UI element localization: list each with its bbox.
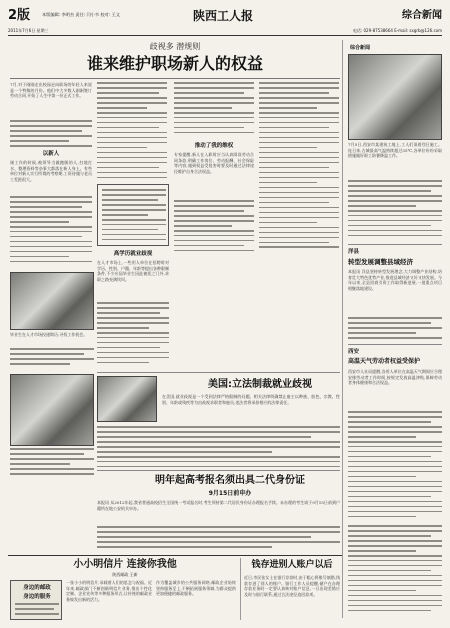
middle-body: 在美国,就业歧视是一个受到法律严格限制的问题。相关法律明确禁止雇主以种族、肤色、宗教、性别、年龄或残疾等为由歧视求职者和雇员,违法者将承担相应的法律责任。 <box>162 394 340 405</box>
bottom-left-box <box>10 580 62 620</box>
page-number: 2版 <box>8 8 31 23</box>
bottom-left-headline: 小小明信片 连接你我他 <box>73 559 177 570</box>
right-mid-headline: 转型发展调整县域经济 <box>348 258 413 266</box>
right-lower-headline: 高温天气劳动者权益受保护 <box>348 358 421 365</box>
masthead <box>8 6 442 28</box>
bottom-left-byline: 陕西邮政 王新 <box>112 572 138 577</box>
exam-body: 本报讯 从2012年起,我省普通高校招生全国统一考试报名时,考生须持第二代居民身份证办理报名手续。未办理的考生请于9月15日前到户籍所在地公安机关申办。 <box>97 500 340 511</box>
lead-body-1: 刚工作的时候,被领导当做跑腿的人,扫地打水、整理资料等杂事大都落在新人身上。有些单位对新人实行所谓的考察期,工资待遇与老员工差距很大。 <box>10 160 92 182</box>
lead-photo-caption: 毕业生在人才市场投递简历,寻找工作机会。 <box>10 332 88 337</box>
box-title-1: 身边的邮政 <box>23 585 51 591</box>
lead-body-2: 在人才市场上,一些用人单位在招聘时对学历、性别、户籍、年龄等提出各种限制条件,不少应届毕业生因此被拒之门外,求职之路充满坎坷。 <box>97 260 169 282</box>
lead-intro: 7月,对于刚刚走出校园走向职场的年轻人来说是一个特殊的月份。他们中大多数人刚刚签订劳动合同,开始了人生中第一份正式工作。 <box>10 82 92 99</box>
paper-name: 陕西工人报 <box>192 9 253 23</box>
middle-headline: 美国:立法制裁就业歧视 <box>208 379 312 390</box>
box-title-2: 身边的服务 <box>23 594 51 600</box>
lead-body-3: 专家提醒,新人在入职时应当认真阅读劳动合同条款,明确工作岗位、劳动报酬、社会保险等内容,遇到权益受侵害时要及时通过法律途径维护自身合法权益。 <box>174 152 254 174</box>
masthead-meta: 本版编辑: 李明杰 责任: 闫小韦 校对: 王文 <box>42 12 120 17</box>
bottom-left-body: 一张小小的明信片,承载着人们的思念与祝福。近年来,邮政部门不断创新明信片业务,推出个性化定制、企业宣传等多种服务形式,让传统的邮政业务焕发出新的活力。 <box>66 580 152 602</box>
lead-headline: 谁来维护职场新人的权益 <box>86 54 263 73</box>
right-section-tag: 综合新闻 <box>350 45 371 51</box>
right-lower-body: 西安市人社局提醒,各用人单位在高温天气期间应合理安排劳动者工作时间,按规定发放高温津贴,保障劳动者身体健康和合法权益。 <box>348 369 442 386</box>
lead-photo <box>10 272 94 330</box>
middle-photo <box>97 376 157 422</box>
page-section-label: 综合新闻 <box>402 10 442 21</box>
exam-subhead: 9月15日前申办 <box>208 490 252 497</box>
right-mid-body: 本报讯 洋县坚持转型发展理念,大力调整产业结构,培育壮大特色优势产业,推进县域经济又好又快发展。今年以来,全县招商引资工作取得新进展,一批重点项目相继落地建设。 <box>348 269 442 291</box>
masthead-date: 2011年7月6日 星期三 <box>8 28 49 33</box>
left-lower-photo <box>10 374 94 446</box>
lead-subhead-2: 高学历就业歧视 <box>113 251 153 257</box>
bottom-right-body: 近日,市民张女士在银行存款时,由于粗心将账号填错,钱款存进了别人的账户。银行工作人员提醒,储户在办理存款业务时一定要认真核对账户信息,一旦出现差错应及时与银行联系,通过合法途径追回款项。 <box>244 575 340 597</box>
lead-subhead-3: 推动了我的维权 <box>194 143 234 149</box>
lead-rule <box>10 78 340 79</box>
lead-sidebar-box <box>97 184 169 246</box>
right-lower-kicker: 西安 <box>348 349 360 355</box>
right-top-caption: 7月5日,西安市某建筑工地上,工人们顶着烈日施工。连日来,古城最高气温持续超过35℃,各单位纷纷采取措施做好职工防暑降温工作。 <box>348 142 442 159</box>
masthead-contact: 电话: 029-87538664 E-mail: sxgrb@126.com <box>352 28 442 33</box>
bottom-right-headline: 钱存进别人账户以后 <box>251 560 333 570</box>
right-top-photo <box>348 54 442 140</box>
lead-kicker: 歧视多 潜规则 <box>149 42 201 51</box>
exam-headline: 明年起高考报名须出具二代身份证 <box>155 475 305 486</box>
bottom-left-body-2: 作为覆盖城乡的公共服务网络,邮政企业始终坚持服务至上,不断拓展服务领域,为群众提供更加便捷的邮政服务。 <box>156 580 236 597</box>
masthead-rule <box>8 35 442 36</box>
right-mid-kicker: 洋县 <box>348 249 360 255</box>
lead-subhead-1: 以新人 <box>42 151 60 157</box>
